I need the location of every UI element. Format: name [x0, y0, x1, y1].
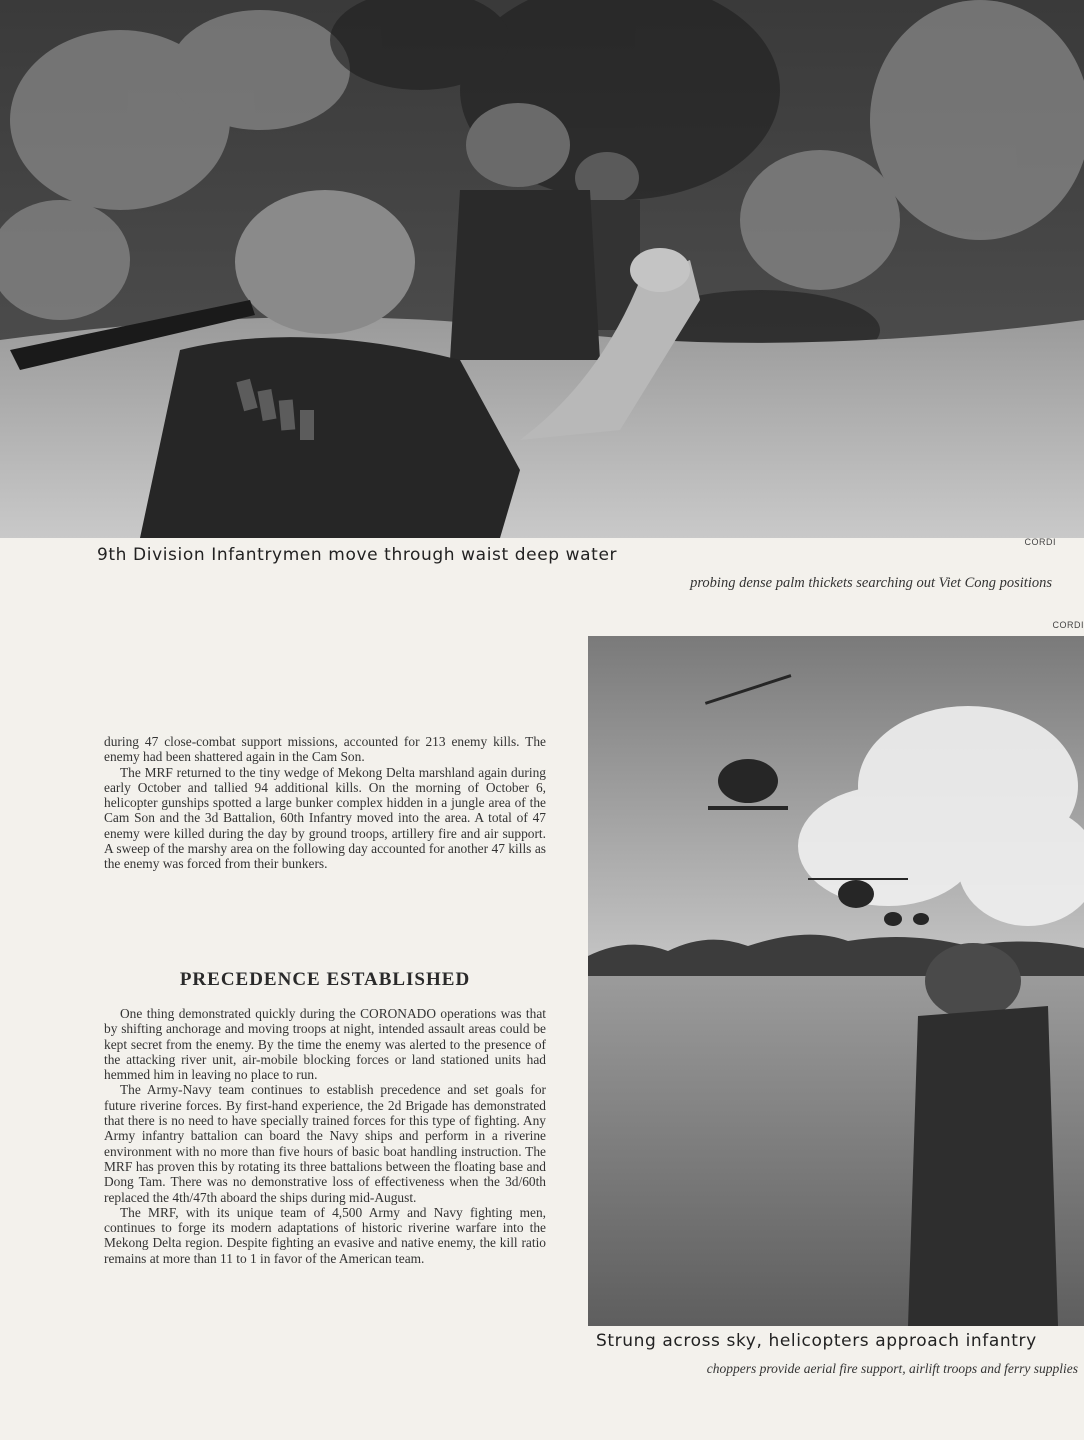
article-column-top [104, 734, 546, 872]
photo-credit: CORDI [1024, 537, 1056, 547]
soldiers-wading-image [0, 0, 1084, 538]
article-paragraph: One thing demonstrated quickly during the CORONADO operations was that by shifting anchorage and moving troops at night, intended assault areas could be kept secret from the enemy. By the time the enemy was alerted to the presence of the attacking river unit, air-mobile blocking forces or land stationed units had hemmed him in leaving no place to run. [104, 1006, 546, 1083]
photo-caption-subtitle: choppers provide aerial fire support, airlift troops and ferry supplies [706, 1361, 1078, 1376]
photo-credit: CORDI [1052, 620, 1084, 630]
article-paragraph: during 47 close-combat support missions, accounted for 213 enemy kills. The enemy had been shattered again in the Cam Son. [104, 734, 546, 765]
article-paragraph: The MRF, with its unique team of 4,500 Army and Navy fighting men, continues to forge its modern adaptations of historic riverine warfare into the Mekong Delta region. Despite fighting an evasive and native enemy, the kill ratio remains at more than 11 to 1 in favor of the American team. [104, 1204, 546, 1266]
article-paragraph: The MRF returned to the tiny wedge of Mekong Delta marshland again during early October and tallied 94 additional kills. On the morning of October 6, helicopter gunships spotted a large bunker complex hidden in a jungle area of the Cam Son and the 3d Battalion, 60th Infantry moved into the area. A total of 47 enemy were killed during the day by ground troops, artillery fire and air support. A sweep of the marshy area on the following day accounted for another 47 kills as the enemy was forced from their bunkers. [104, 764, 546, 872]
section-heading: PRECEDENCE ESTABLISHED [179, 969, 471, 990]
photo-caption-title: 9th Division Infantrymen move through waist deep water [97, 545, 618, 565]
article-column-bottom [104, 1006, 546, 1266]
top-photo [0, 0, 1084, 538]
article-paragraph: The Army-Navy team continues to establish precedence and set goals for future riverine forces. By first-hand experience, the 2d Brigade has demonstrated that there is no need to have specially trained forces for this type of fighting. Any Army infantry battalion can board the Navy ships and perform in a riverine environment with no more than five hours of basic boat handling instruction. The MRF has proven this by rotating its three battalions between the floating base and Dong Tam. There was no demonstrative loss of effectiveness when the 3d/60th replaced the 4th/47th aboard the ships during mid-August. [104, 1082, 546, 1205]
photo-caption-subtitle: probing dense palm thickets searching out Viet Cong positions [690, 575, 1052, 591]
right-photo [588, 636, 1084, 1326]
photo-caption-title: Strung across sky, helicopters approach infantry [596, 1331, 1037, 1351]
helicopters-image [588, 636, 1084, 1326]
